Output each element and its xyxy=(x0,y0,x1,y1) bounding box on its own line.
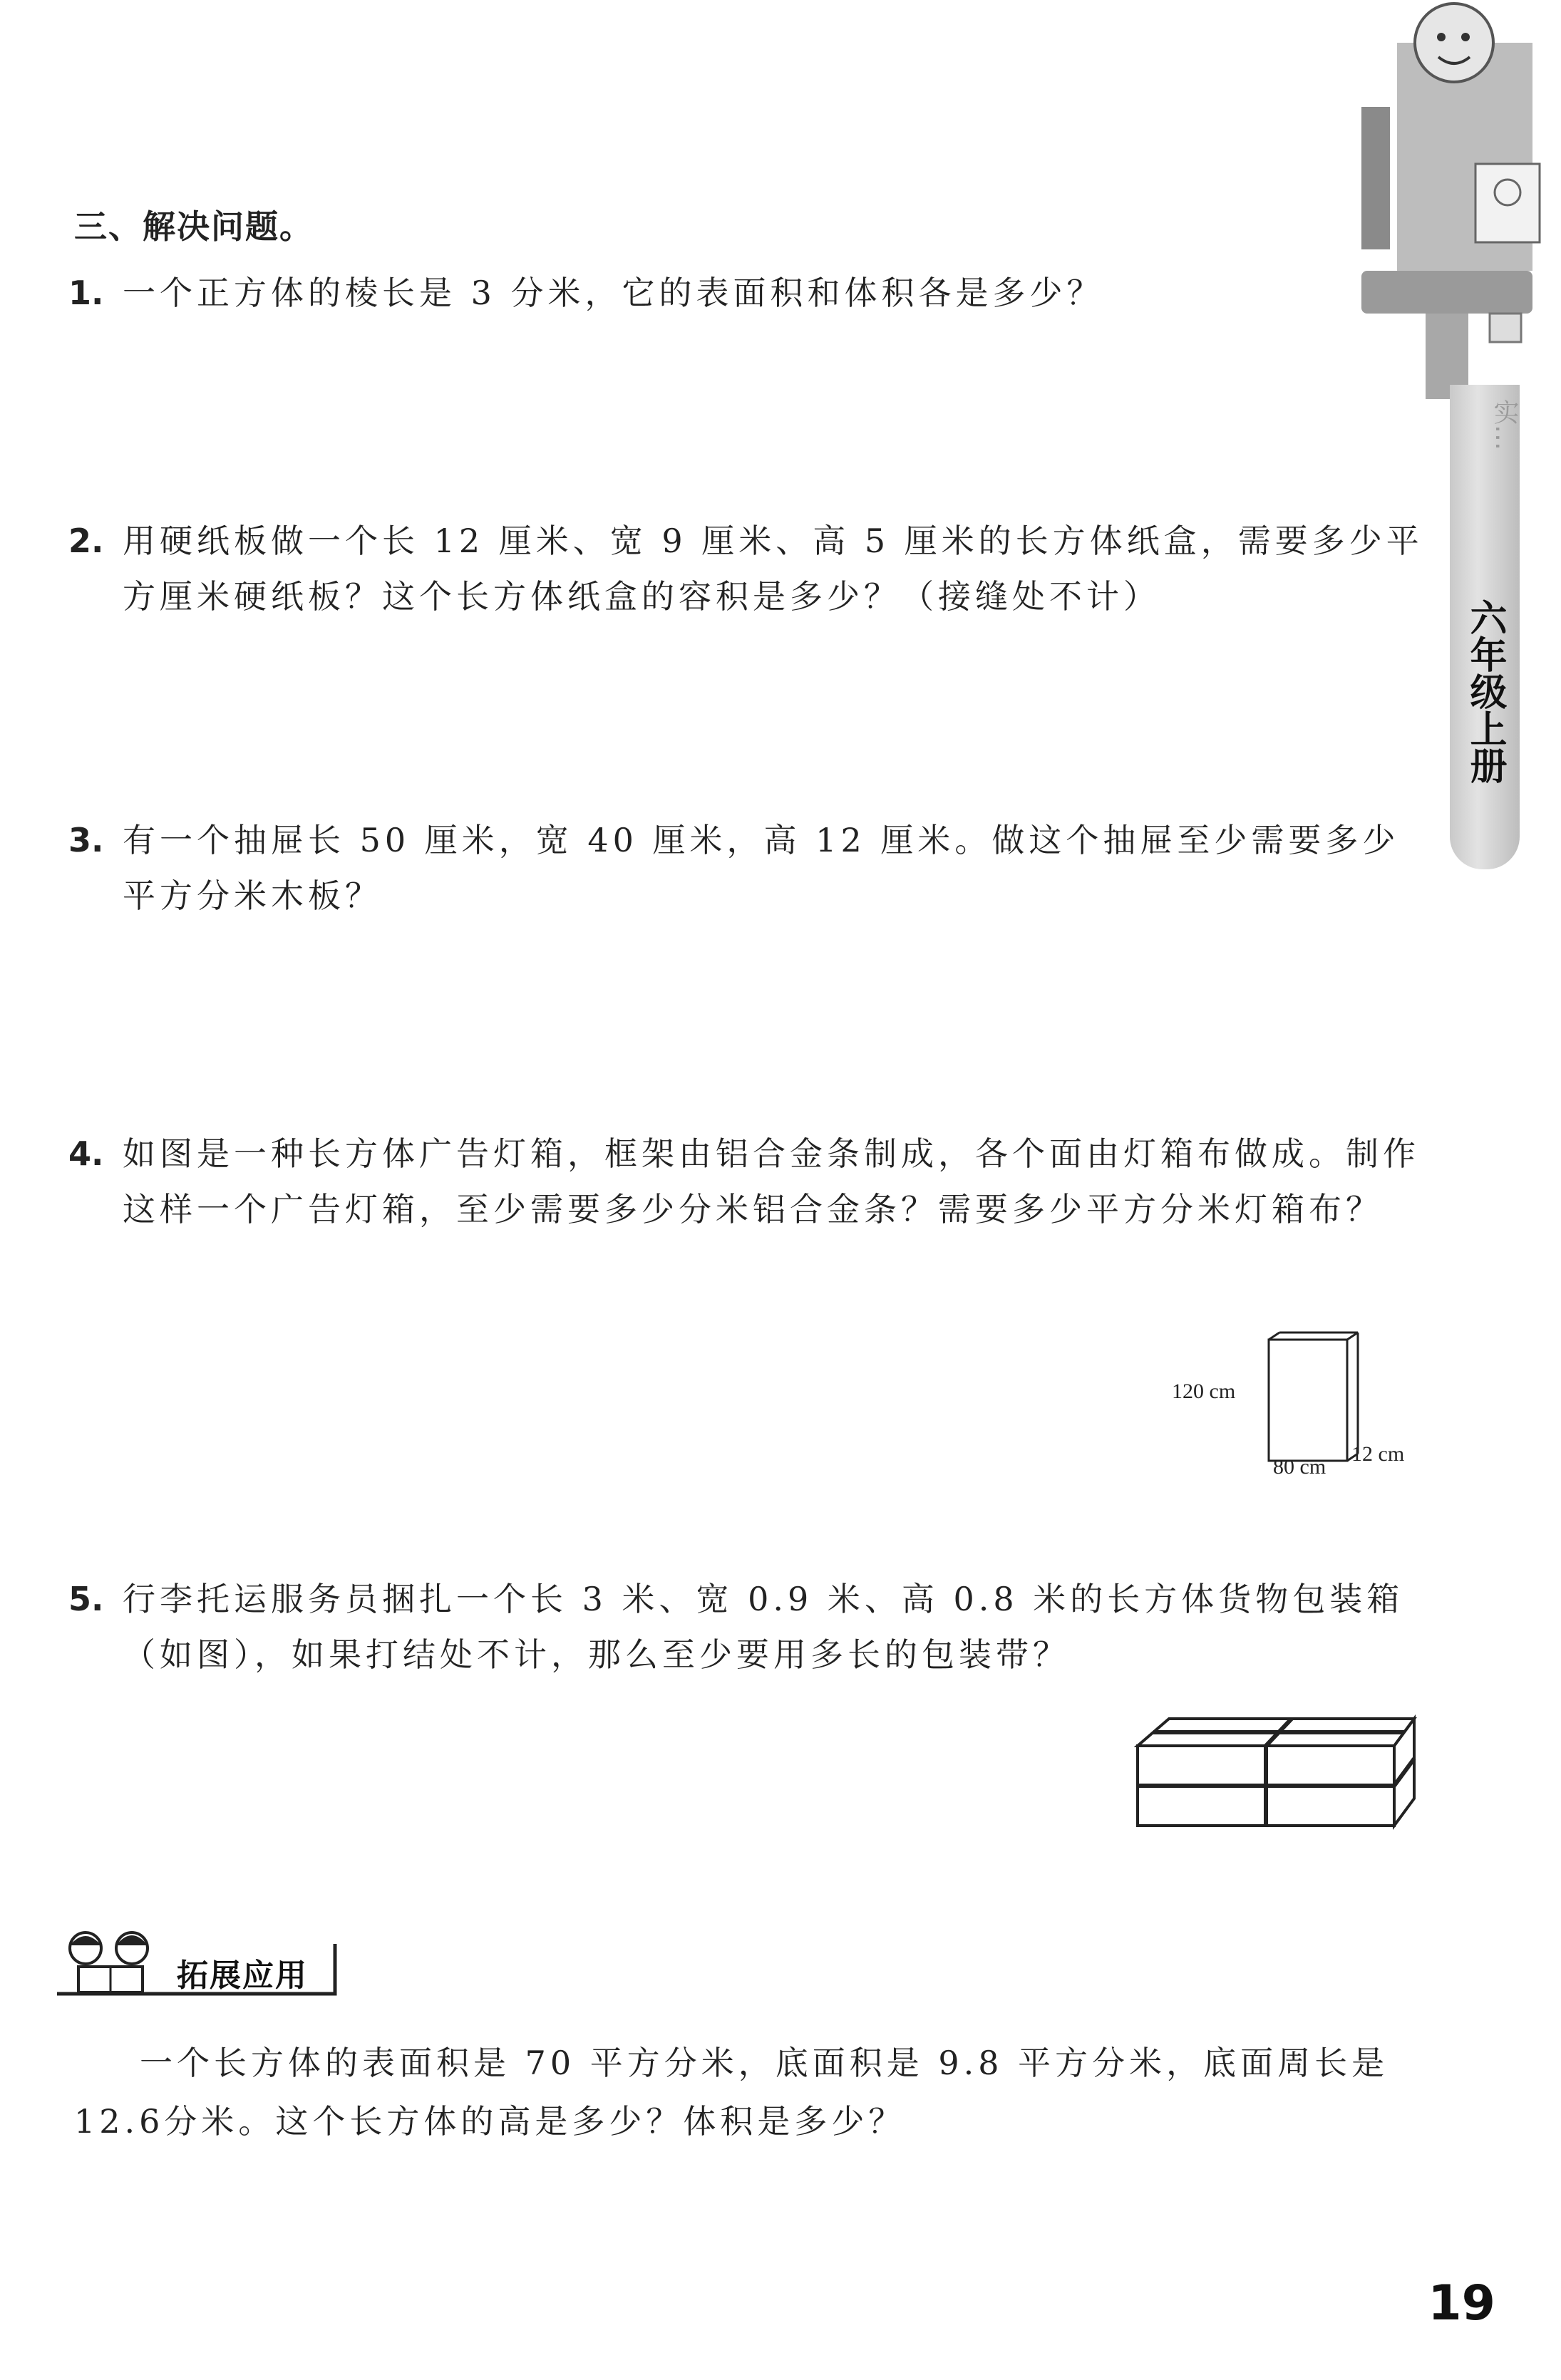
problem-number: 5. xyxy=(68,1580,104,1618)
side-tab xyxy=(1450,385,1520,869)
problem-3 xyxy=(68,812,1430,923)
problem-text: 如图是一种长方体广告灯箱，框架由铝合金条制成，各个面由灯箱布做成。制作这样一个广告灯箱，至少需要多少分米铝合金条？需要多少平方分米灯箱布？ xyxy=(123,1134,1420,1228)
extension-problem-text: 一个长方体的表面积是 70 平方分米，底面积是 9.8 平方分米，底面周长是 12.6分米。这个长方体的高是多少？体积是多少？ xyxy=(74,2044,1389,2141)
problem-4 xyxy=(68,1126,1430,1237)
problem-text: 一个正方体的棱长是 3 分米，它的表面积和体积各是多少？ xyxy=(123,274,1104,312)
extension-header xyxy=(50,1924,349,2002)
problem-number: 2. xyxy=(68,522,104,560)
problem-number: 1. xyxy=(68,274,104,312)
side-tab-faint-text: 实… xyxy=(1490,399,1519,450)
problem-text: 行李托运服务员捆扎一个长 3 米、宽 0.9 米、高 0.8 米的长方体货物包装箱（如图），如果打结处不计，那么至少要用多长的包装带？ xyxy=(123,1580,1404,1674)
figure-width-label: 80 cm xyxy=(1273,1455,1326,1479)
problem-1 xyxy=(68,265,1430,321)
figure-depth-label: 12 cm xyxy=(1351,1442,1405,1466)
problem-2 xyxy=(68,513,1430,624)
problem-5 xyxy=(68,1571,1430,1682)
figure-packed-box xyxy=(1126,1710,1440,1838)
problem-number: 4. xyxy=(68,1134,104,1173)
side-tab-grade: 六年级上册 xyxy=(1463,599,1506,784)
extension-label: 拓展应用 xyxy=(177,1957,308,1994)
section-title: 三、解决问题。 xyxy=(74,207,314,246)
box-front-face xyxy=(1269,1340,1347,1461)
problem-number: 3. xyxy=(68,821,104,859)
figure-height-label: 120 cm xyxy=(1172,1380,1236,1403)
problem-text: 用硬纸板做一个长 12 厘米、宽 9 厘米、高 5 厘米的长方体纸盒，需要多少平方厘米硬纸板？这个长方体纸盒的容积是多少？（接缝处不计） xyxy=(123,522,1423,616)
problem-text: 有一个抽屉长 50 厘米，宽 40 厘米，高 12 厘米。做这个抽屉至少需要多少平方分米木板？ xyxy=(123,821,1400,915)
page-number: 19 xyxy=(1428,2275,1495,2332)
strap-side xyxy=(1394,1759,1414,1786)
header-illustration xyxy=(1347,0,1561,399)
